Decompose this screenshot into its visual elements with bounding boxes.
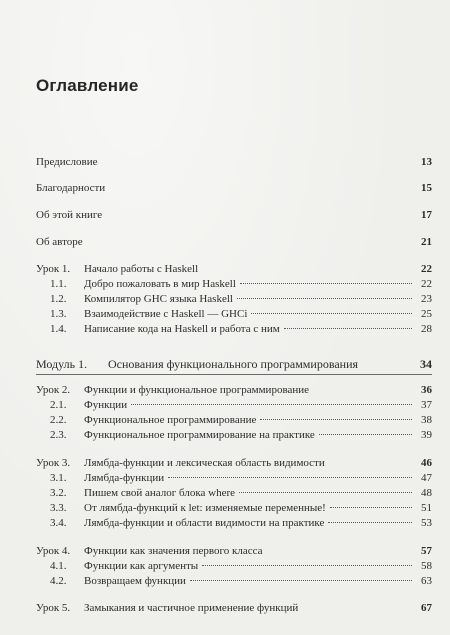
leader-dots (260, 419, 412, 420)
toc-section-number: 1.2. (50, 293, 67, 305)
toc-section-label: Возвращаем функции (84, 575, 186, 587)
toc-section-number: 1.1. (50, 278, 67, 290)
toc-entry-page: 46 (421, 457, 432, 469)
toc-lesson-1[interactable] (36, 262, 432, 276)
toc-entry-page: 51 (421, 502, 432, 514)
toc-section-4-1[interactable] (50, 559, 432, 573)
toc-entry-page: 53 (421, 517, 432, 529)
toc-section-number: 1.3. (50, 308, 67, 320)
toc-section-label: Функции как аргументы (84, 560, 199, 572)
toc-section-1-3[interactable] (50, 307, 432, 321)
toc-lesson-number: Урок 2. (36, 384, 71, 396)
toc-entry-page: 48 (421, 487, 432, 499)
toc-section-number: 4.1. (50, 560, 67, 572)
toc-section-label: От лямбда-функций к let: изменяемые переменные! (84, 502, 326, 514)
toc-section-number: 2.3. (50, 429, 67, 441)
toc-lesson-label: Функции и функциональное программирование (84, 384, 310, 396)
leader-dots (330, 507, 412, 508)
toc-module-number: Модуль 1. (36, 357, 88, 371)
toc-lesson-5[interactable] (36, 601, 432, 615)
toc-section-number: 4.2. (50, 575, 67, 587)
page-title: Оглавление (36, 76, 139, 95)
toc-lesson-label: Лямбда-функции и лексическая область видимости (84, 457, 325, 469)
toc-section-number: 2.1. (50, 399, 67, 411)
toc-section-label: Компилятор GHC языка Haskell (84, 293, 233, 305)
toc-module-label: Основания функционального программирования (108, 357, 359, 371)
leader-dots (202, 565, 412, 566)
toc-entry-page: 17 (421, 209, 432, 221)
toc-lesson-3[interactable] (36, 456, 432, 470)
toc-section-label: Пишем свой аналог блока where (84, 487, 236, 499)
toc-module-1[interactable] (36, 357, 432, 371)
toc-entry-page: 36 (421, 384, 432, 396)
toc-section-number: 2.2. (50, 414, 67, 426)
leader-dots (237, 298, 412, 299)
toc-section-3-3[interactable] (50, 501, 432, 515)
toc-section-1-1[interactable] (50, 277, 432, 291)
module-rule (36, 374, 432, 375)
toc-entry-page: 28 (421, 323, 432, 335)
leader-dots (284, 328, 412, 329)
toc-entry-label: Благодарности (36, 182, 106, 194)
leader-dots (319, 434, 412, 435)
leader-dots (190, 580, 412, 581)
toc-section-label: Лямбда-функции и области видимости на практике (84, 517, 325, 529)
toc-section-3-1[interactable] (50, 471, 432, 485)
toc-section-label: Функции (84, 399, 128, 411)
toc-entry-page: 22 (421, 263, 432, 275)
toc-entry-page: 58 (421, 560, 432, 572)
leader-dots (251, 313, 412, 314)
toc-entry-label: Об авторе (36, 236, 83, 248)
toc-entry-label: Предисловие (36, 156, 98, 168)
toc-section-2-3[interactable] (50, 428, 432, 442)
toc-entry-page: 47 (421, 472, 432, 484)
leader-dots (239, 492, 412, 493)
leader-dots (240, 283, 412, 284)
toc-lesson-4[interactable] (36, 544, 432, 558)
toc-section-2-1[interactable] (50, 398, 432, 412)
toc-entry-label: Об этой книге (36, 209, 103, 221)
toc-entry-page: 15 (421, 182, 432, 194)
toc-entry-page: 23 (421, 293, 432, 305)
toc-lesson-number: Урок 3. (36, 457, 71, 469)
toc-entry-page: 39 (421, 429, 432, 441)
toc-section-number: 3.4. (50, 517, 67, 529)
toc-entry-page: 13 (421, 156, 432, 168)
toc-entry-page: 38 (421, 414, 432, 426)
toc-entry-page: 63 (421, 575, 432, 587)
toc-section-label: Лямбда-функции (84, 472, 165, 484)
toc-lesson-label: Функции как значения первого класса (84, 545, 263, 557)
leader-dots (168, 477, 412, 478)
toc-lesson-2[interactable] (36, 383, 432, 397)
toc-section-label: Функциональное программирование (84, 414, 257, 426)
toc-section-number: 3.2. (50, 487, 67, 499)
toc-section-label: Добро пожаловать в мир Haskell (84, 278, 236, 290)
toc-section-number: 3.1. (50, 472, 67, 484)
leader-dots (131, 404, 412, 405)
toc-section-number: 1.4. (50, 323, 67, 335)
toc-section-label: Взаимодействие с Haskell — GHCi (84, 308, 248, 320)
toc-entry-page: 67 (421, 602, 432, 614)
toc-lesson-number: Урок 5. (36, 602, 71, 614)
toc-section-number: 3.3. (50, 502, 67, 514)
toc-section-label: Написание кода на Haskell и работа с ним (84, 323, 280, 335)
toc-entry-preface[interactable] (36, 155, 432, 169)
toc-lesson-label: Начало работы с Haskell (84, 263, 199, 275)
toc-section-2-2[interactable] (50, 413, 432, 427)
toc-lesson-label: Замыкания и частичное применение функций (84, 602, 299, 614)
toc-section-3-2[interactable] (50, 486, 432, 500)
toc-entry-acknowledgements[interactable] (36, 181, 432, 195)
leader-dots (328, 522, 412, 523)
toc-lesson-number: Урок 4. (36, 545, 71, 557)
toc-entry-page: 37 (421, 399, 432, 411)
toc-entry-about-book[interactable] (36, 208, 432, 222)
toc-entry-page: 34 (420, 357, 432, 371)
toc-entry-page: 21 (421, 236, 432, 248)
toc-section-3-4[interactable] (50, 516, 432, 530)
toc-entry-page: 25 (421, 308, 432, 320)
toc-entry-page: 22 (421, 278, 432, 290)
toc-section-1-4[interactable] (50, 322, 432, 336)
toc-section-label: Функциональное программирование на практике (84, 429, 315, 441)
toc-section-4-2[interactable] (50, 574, 432, 588)
toc-entry-page: 57 (421, 545, 432, 557)
toc-section-1-2[interactable] (50, 292, 432, 306)
toc-entry-about-author[interactable] (36, 235, 432, 249)
toc-lesson-number: Урок 1. (36, 263, 71, 275)
